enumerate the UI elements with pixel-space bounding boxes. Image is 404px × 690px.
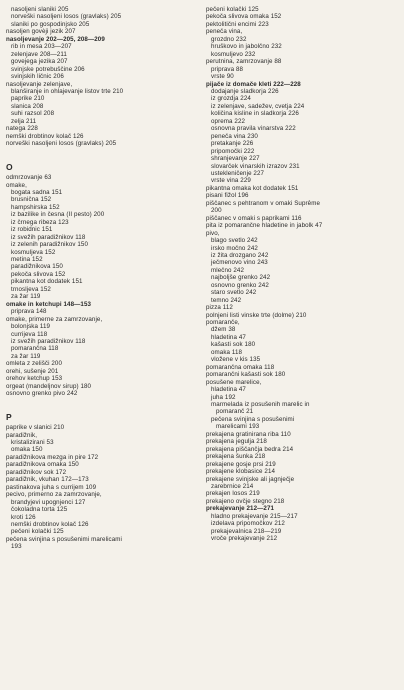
index-subentry: slovarček vinarskih izrazov 231 [211, 162, 300, 170]
index-subentry: metina 152 [11, 256, 43, 264]
index-subentry: omaka 150 [11, 446, 43, 454]
section-letter: O [6, 162, 13, 173]
index-entry: pektolitični encimi 223 [206, 20, 269, 28]
index-subentry: currijeva 118 [11, 330, 48, 338]
index-subentry: iz žita drozgano 242 [211, 251, 269, 259]
index-entry: natega 228 [6, 125, 38, 133]
index-subentry: za žar 119 [11, 293, 41, 301]
index-subentry: pikantna kot dodatek 151 [11, 278, 83, 286]
index-entry: paprike v slanici 210 [6, 424, 65, 432]
index-entry: paradižnikova mezga in pire 172 [6, 453, 99, 461]
index-subentry: zelja 211 [11, 117, 37, 125]
index-entry: piščanec s pehtranom v omaki Suprême [206, 199, 320, 207]
index-subentry: vložene v kis 135 [211, 356, 261, 364]
index-subentry: peneča vina 230 [211, 132, 258, 140]
index-subentry: marelicami 193 [216, 423, 260, 431]
index-entry: omake, [6, 181, 27, 189]
index-subentry: kosmuljeva 152 [11, 248, 56, 256]
index-entry: norveški nasoljeni losos (gravlaks) 205 [6, 140, 117, 148]
index-subentry: iz bazilike in česna (II pesto) 200 [11, 211, 105, 219]
index-subentry: iz zelenih paradižnikov 150 [11, 241, 88, 249]
index-subentry: iz robidnic 151 [11, 226, 53, 234]
index-subentry: zelenjave 208—211 [11, 50, 67, 58]
index-subentry: kristalizirani 53 [11, 438, 54, 446]
index-subentry: marmelada iz posušenih marelic in [211, 401, 310, 409]
index-entry: orehi, sušenje 201 [6, 367, 59, 375]
index-subentry: shranjevanje 227 [211, 155, 260, 163]
index-subentry: osnovno grenko 242 [211, 281, 269, 289]
index-subentry: zarebrnice 214 [211, 483, 254, 490]
index-subentry: mlečno 242 [211, 266, 244, 274]
index-subentry: vrste 90 [211, 73, 234, 81]
index-subentry: priprava 88 [211, 65, 244, 73]
index-subentry: 200 [211, 207, 222, 215]
index-entry: polnjeni listi vinske trte (dolme) 210 [206, 311, 307, 319]
index-subentry: temno 242 [211, 296, 242, 304]
index-subentry: priprava 148 [11, 308, 47, 316]
index-entry: omake, primerne za zamrzovanje, [6, 315, 103, 323]
index-subentry: prekajevalnica 218—219 [211, 527, 282, 535]
index-subentry: svinjskih ličnic 206 [11, 73, 64, 81]
index-subentry: blago svetlo 242 [211, 237, 258, 245]
index-entry: paradižnikov sok 172 [6, 468, 67, 476]
index-subentry: norveški nasoljeni losos (gravlaks) 205 [11, 13, 122, 21]
index-subentry: pečena svinjina s posušenimi [211, 415, 295, 423]
index-entry: omleta z zelišči 200 [6, 360, 62, 368]
index-entry: paradižnik, [6, 431, 38, 439]
index-subentry: bogata sadna 151 [11, 188, 63, 196]
index-entry: pecivo, primerno za zamrzovanje, [6, 491, 102, 499]
index-subentry: hladetina 47 [211, 386, 246, 394]
index-entry: penečа vina, [206, 28, 243, 36]
index-subentry: kosmuljevo 232 [211, 50, 256, 58]
spacer [6, 398, 202, 405]
index-subentry: hruškovo in jabolčno 232 [211, 43, 282, 51]
index-column-right [206, 6, 400, 543]
index-entry: prekajena piščančja bedra 214 [206, 445, 294, 453]
index-entry: prekajena jegulja 218 [206, 438, 267, 446]
index-entry: nasoljevanje 202—205, 208—209 [6, 35, 105, 43]
index-column-left [6, 6, 202, 551]
index-subentry: brusnična 152 [11, 196, 52, 204]
index-entry: pivo, [206, 229, 220, 237]
index-entry: prekajen losos 219 [206, 490, 260, 498]
index-subentry: grozdno 232 [211, 35, 247, 43]
index-subentry: govejega jezika 207 [11, 58, 68, 66]
index-entry: odmrzovanje 63 [6, 174, 52, 182]
index-subentry: irsko močno 242 [211, 244, 258, 252]
index-subentry: vrste vina 229 [211, 177, 251, 185]
index-entry: pomaranče, [206, 319, 240, 327]
index-entry: nemški drobtinov kolač 126 [6, 132, 84, 140]
index-subentry: pekoča slivova 152 [11, 270, 66, 278]
index-entry: orehov ketchup 153 [6, 375, 63, 383]
index-subentry: ječmenovo vino 243 [211, 259, 268, 267]
index-subentry: pečeni kolački 125 [11, 528, 64, 536]
index-subentry: pripomočki 222 [211, 147, 255, 155]
index-subentry: pomaranč 21 [216, 408, 254, 416]
index-subentry: rib in mesa 203—207 [11, 43, 72, 51]
index-entry: prekajevanje 212—271 [206, 505, 275, 513]
index-subentry: iz zelenjave, sadežev, cvetja 224 [211, 102, 305, 110]
index-entry: pečeni kolački 125 [206, 6, 259, 13]
index-entry: pikantna omaka kot dodatek 151 [206, 184, 299, 192]
index-entry: prekajena šunka 218 [206, 453, 266, 461]
index-entry: nasoljevanje zelenjave, [6, 80, 73, 88]
index-subentry: ustekleničenje 227 [211, 169, 265, 177]
index-subentry: svinjske potrebuščine 206 [11, 65, 85, 73]
index-entry: paradižnikova omaka 150 [6, 461, 79, 469]
index-entry: prekajeno ovčje stegno 218 [206, 497, 285, 505]
index-subentry: paradižnikova 150 [11, 263, 63, 271]
index-entry: osnovno grenko pivo 242 [6, 390, 78, 398]
index-entry: prekajene gosje prsi 219 [206, 460, 276, 468]
index-entry: nasoljen govėji jezik 207 [6, 28, 76, 36]
index-subentry: najboljše grenko 242 [211, 274, 271, 282]
index-subentry: pretakanje 226 [211, 140, 254, 148]
index-subentry: 193 [11, 543, 22, 551]
index-entry: pomarančni kašasti sok 180 [206, 371, 286, 379]
index-entry: prekajene klobasice 214 [206, 468, 276, 476]
index-entry: pekoča slivova omaka 152 [206, 13, 282, 21]
index-subentry: hladno prekajevanje 215—217 [211, 512, 298, 520]
spacer [6, 148, 202, 155]
index-subentry: dodajanje sladkorja 226 [211, 87, 279, 95]
index-entry: paradižnik, vkuhan 172—173 [6, 476, 89, 484]
index-subentry: staro svetlo 242 [211, 289, 257, 297]
index-subentry: slaniki po gospodinjsko 205 [11, 20, 90, 28]
index-subentry: osnovna pravila vinarstva 222 [211, 125, 296, 133]
index-subentry: slanica 208 [11, 102, 44, 110]
index-entry: pomarančna omaka 118 [206, 363, 275, 371]
index-entry: omake in ketchupi 148—153 [6, 300, 92, 308]
index-entry: pita iz pomarančne hladetine in jabolk 47 [206, 222, 323, 230]
index-subentry: suhi razsol 208 [11, 110, 55, 118]
index-subentry: iz črnega ribeza 123 [11, 218, 69, 226]
index-entry: orgeat (mandeljnov sirup) 180 [6, 382, 92, 390]
index-entry: pijače iz domače kleti 222—228 [206, 80, 301, 88]
index-subentry: hampshirska 152 [11, 203, 60, 211]
section-letter: P [6, 412, 12, 423]
index-entry: pisani fižol 196 [206, 192, 249, 200]
index-entry: posušene marelice, [206, 378, 262, 386]
index-subentry: nemški drobtinov kolač 126 [11, 520, 89, 528]
index-subentry: brandyjevi upognjenci 127 [11, 498, 86, 506]
index-subentry: trnosljeva 152 [11, 285, 51, 293]
index-subentry: hladetina 47 [211, 333, 246, 341]
index-subentry: kroti 126 [11, 513, 36, 521]
index-subentry: iz svežih paradižnikov 118 [11, 338, 86, 346]
index-entry: piščanec v omaki s paprikami 116 [206, 214, 302, 222]
index-entry: prekajena gratinirana riba 110 [206, 430, 291, 438]
index-subentry: omaka 118 [211, 348, 243, 356]
index-subentry: nasoljeni slaniki 205 [11, 6, 69, 13]
index-subentry: iz svežih paradižnikov 118 [11, 233, 86, 241]
index-subentry: blanširanje in ohlajevanje listov trte 210 [11, 87, 124, 95]
index-entry: pečena svinjina s posušenimi marelicami [6, 535, 123, 543]
index-subentry: bolonjska 119 [11, 323, 51, 331]
index-entry: perutnina, zamrzovanje 88 [206, 58, 282, 66]
index-subentry: paprike 210 [11, 95, 45, 103]
index-subentry: količina kisline in sladkorja 226 [211, 110, 299, 118]
index-entry: prekajene svinjske ali jagnječje [206, 475, 295, 483]
index-subentry: vroče prekajevanje 212 [211, 535, 278, 543]
index-subentry: za žar 119 [11, 352, 41, 360]
index-entry: pizza 112 [206, 304, 233, 312]
index-subentry: džem 38 [211, 326, 236, 334]
index-subentry: kašasti sok 180 [211, 341, 256, 349]
index-subentry: izdelava pripomočkov 212 [211, 520, 285, 528]
index-subentry: čokoladna torta 125 [11, 506, 68, 514]
index-subentry: oprema 222 [211, 117, 246, 125]
index-subentry: juha 192 [211, 393, 236, 401]
index-entry: pastinakova juha s currijem 109 [6, 483, 97, 491]
index-subentry: iz grozdja 224 [211, 95, 251, 103]
index-subentry: pomarančna 118 [11, 345, 59, 353]
